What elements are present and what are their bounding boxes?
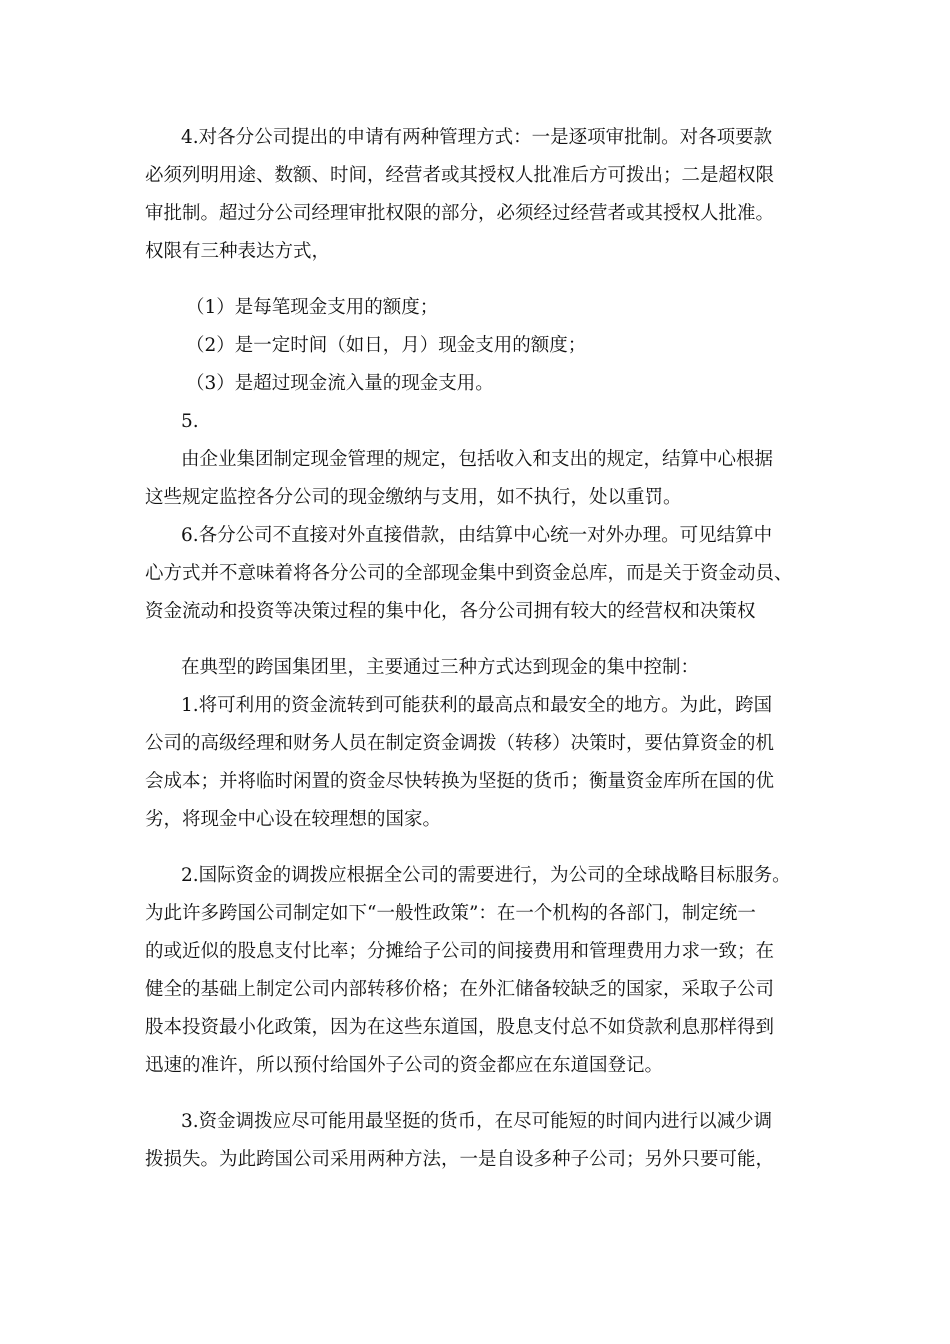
paragraph-line: 资金流动和投资等决策过程的集中化，各分公司拥有较大的经营权和决策权 [145, 601, 756, 622]
paragraph-line: 审批制。超过分公司经理审批权限的部分，必须经过经营者或其授权人批准。 [145, 203, 775, 224]
paragraph-line: 必须列明用途、数额、时间，经营者或其授权人批准后方可拨出；二是超权限 [145, 165, 775, 186]
item-number: 5. [181, 411, 199, 432]
paragraph-line: 3.资金调拨应尽可能用最坚挺的货币，在尽可能短的时间内进行以减少调 [181, 1111, 773, 1132]
paragraph-line: 为此许多跨国公司制定如下“一般性政策”：在一个机构的各部门，制定统一 [145, 903, 756, 924]
paragraph-line: 会成本；并将临时闲置的资金尽快转换为坚挺的货币；衡量资金库所在国的优 [145, 771, 775, 792]
paragraph-line: 公司的高级经理和财务人员在制定资金调拨（转移）决策时，要估算资金的机 [145, 733, 775, 754]
paragraph-line: 由企业集团制定现金管理的规定，包括收入和支出的规定，结算中心根据 [181, 449, 774, 470]
paragraph-line: 2.国际资金的调拨应根据全公司的需要进行，为公司的全球战略目标服务。 [181, 865, 791, 886]
paragraph-line: 6.各分公司不直接对外直接借款，由结算中心统一对外办理。可见结算中 [181, 525, 773, 546]
paragraph-line: 拨损失。为此跨国公司采用两种方法，一是自设多种子公司；另外只要可能， [145, 1149, 775, 1170]
paragraph-line: 4.对各分公司提出的申请有两种管理方式：一是逐项审批制。对各项要款 [181, 127, 773, 148]
paragraph-line: 的或近似的股息支付比率；分摊给子公司的间接费用和管理费用力求一致；在 [145, 941, 775, 962]
paragraph-line: 劣，将现金中心设在较理想的国家。 [145, 809, 442, 830]
paragraph-line: 迅速的准许，所以预付给国外子公司的资金都应在东道国登记。 [145, 1055, 664, 1076]
paragraph-line: 健全的基础上制定公司内部转移价格；在外汇储备较缺乏的国家，采取子公司 [145, 979, 775, 1000]
paragraph-line: 在典型的跨国集团里，主要通过三种方式达到现金的集中控制： [181, 657, 700, 678]
paragraph-line: 1.将可利用的资金流转到可能获利的最高点和最安全的地方。为此，跨国 [181, 695, 773, 716]
paragraph-line: 心方式并不意味着将各分公司的全部现金集中到资金总库，而是关于资金动员、 [145, 563, 793, 584]
paragraph-line: 股本投资最小化政策，因为在这些东道国，股息支付总不如贷款利息那样得到 [145, 1017, 775, 1038]
list-item: （1）是每笔现金支用的额度； [186, 297, 439, 318]
paragraph-line: 这些规定监控各分公司的现金缴纳与支用，如不执行，处以重罚。 [145, 487, 682, 508]
list-item: （3）是超过现金流入量的现金支用。 [186, 373, 494, 394]
paragraph-line: 权限有三种表达方式， [145, 241, 331, 262]
list-item: （2）是一定时间（如日，月）现金支用的额度； [186, 335, 587, 356]
